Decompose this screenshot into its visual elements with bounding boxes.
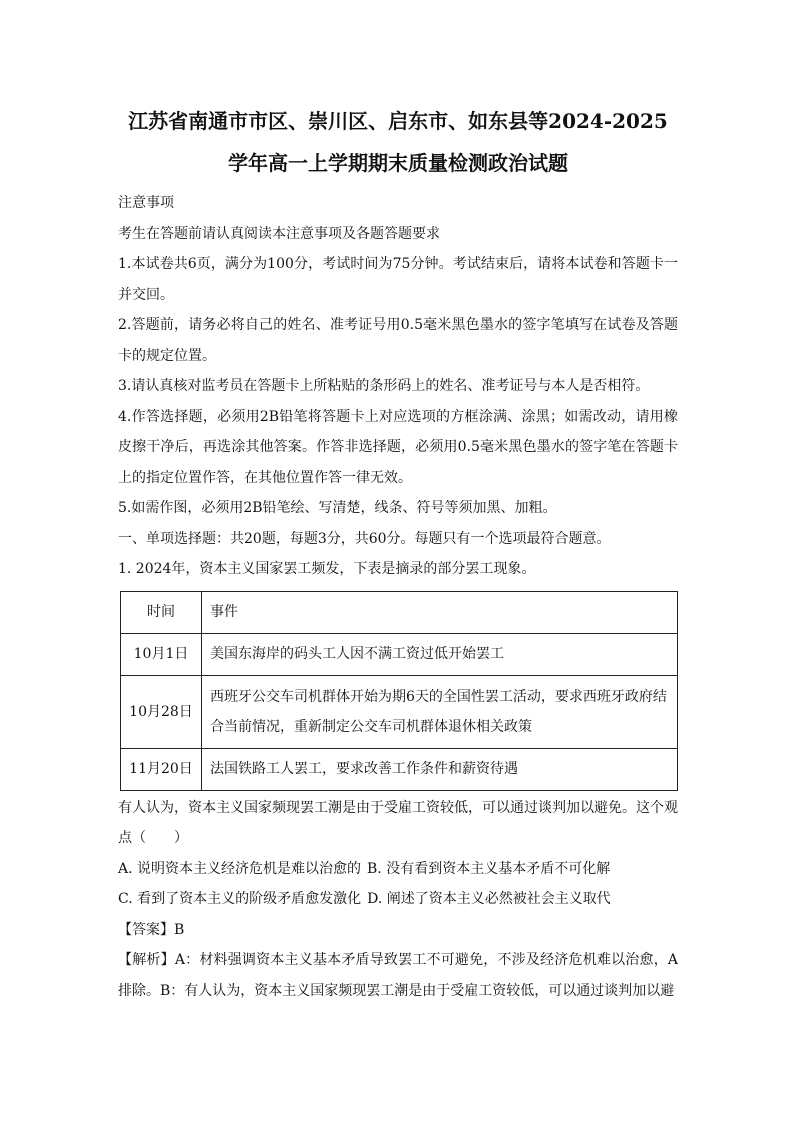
table-cell-time: 10月1日	[121, 633, 202, 675]
analysis-paragraph	[118, 945, 678, 1006]
options-row-2	[118, 884, 678, 915]
title-line-1: 江苏省南通市市区、崇川区、启东市、如东县等2024-2025	[128, 109, 668, 133]
options-row-1	[118, 854, 678, 885]
question-1-text: 有人认为，资本主义国家频现罢工潮是由于受雇工资较低，可以通过谈判加以避免。这个观点（ ）	[118, 799, 678, 846]
table-row	[121, 748, 678, 790]
question-1-options	[118, 854, 678, 915]
table-cell-event: 美国东海岸的码头工人因不满工资过低开始罢工	[202, 633, 678, 675]
table-row	[121, 675, 678, 748]
answer-value: B	[174, 921, 185, 938]
table-cell-event: 法国铁路工人罢工，要求改善工作条件和薪资待遇	[202, 748, 678, 790]
table-cell-event: 西班牙公交车司机群体开始为期6天的全国性罢工活动，要求西班牙政府结合当前情况，重新制定公交车司机群体退休相关政策	[202, 675, 678, 748]
notes-item-5: 5.如需作图，必须用2B铅笔绘、写清楚，线条、符号等须加黑、加粗。	[118, 500, 557, 516]
analysis-text: A：材料强调资本主义基本矛盾导致罢工不可避免，不涉及经济危机难以治愈，A排除。B：有人认为，资本主义国家频现罢工潮是由于受雇工资较低，可以通过谈判加以避	[118, 952, 679, 999]
answer-line	[118, 915, 678, 946]
analysis-label: 【解析】	[118, 952, 175, 968]
option-c: C. 看到了资本主义的阶级矛盾愈发激化	[118, 891, 362, 907]
section-heading: 一、单项选择题：共20题，每题3分，共60分。每题只有一个选项最符合题意。	[118, 530, 611, 547]
notes-item-4: 4.作答选择题，必须用2B铅笔将答题卡上对应选项的方框涂满、涂黑；如需改动，请用橡皮擦干净后，再选涂其他答案。作答非选择题，必须用0.5毫米黑色墨水的签字笔在答题卡上的指定位置作答，在其他位置作答一律无效。	[118, 408, 678, 486]
question-1-body	[118, 793, 678, 1007]
notes-section	[118, 188, 678, 585]
question-1-stem: 1. 2024年，资本主义国家罢工频发，下表是摘录的部分罢工现象。	[118, 561, 536, 577]
table-header-event: 事件	[202, 591, 678, 633]
strike-events-table	[120, 591, 678, 791]
title-line-2: 学年高一上学期期末质量检测政治试题	[228, 151, 568, 175]
document-page	[118, 100, 678, 1006]
notes-item-1: 1.本试卷共6页，满分为100分，考试时间为75分钟。考试结束后，请将本试卷和答题卡一并交回。	[118, 256, 678, 303]
answer-label: 【答案】	[118, 921, 174, 938]
document-title	[118, 100, 678, 184]
notes-item-3: 3.请认真核对监考员在答题卡上所粘贴的条形码上的姓名、准考证号与本人是否相符。	[118, 378, 650, 394]
table-row	[121, 633, 678, 675]
table-cell-time: 10月28日	[121, 675, 202, 748]
option-d: D. 阐述了资本主义必然被社会主义取代	[367, 891, 611, 907]
option-a: A. 说明资本主义经济危机是难以治愈的	[118, 860, 362, 877]
table-header-time: 时间	[121, 591, 202, 633]
notes-heading: 注意事项	[118, 195, 174, 211]
notes-intro: 考生在答题前请认真阅读本注意事项及各题答题要求	[118, 225, 440, 242]
notes-item-2: 2.答题前，请务必将自己的姓名、准考证号用0.5毫米黑色墨水的签字笔填写在试卷及答题卡的规定位置。	[118, 317, 678, 364]
option-b: B. 没有看到资本主义基本矛盾不可化解	[367, 860, 611, 877]
table-header-row	[121, 591, 678, 633]
table-cell-time: 11月20日	[121, 748, 202, 790]
